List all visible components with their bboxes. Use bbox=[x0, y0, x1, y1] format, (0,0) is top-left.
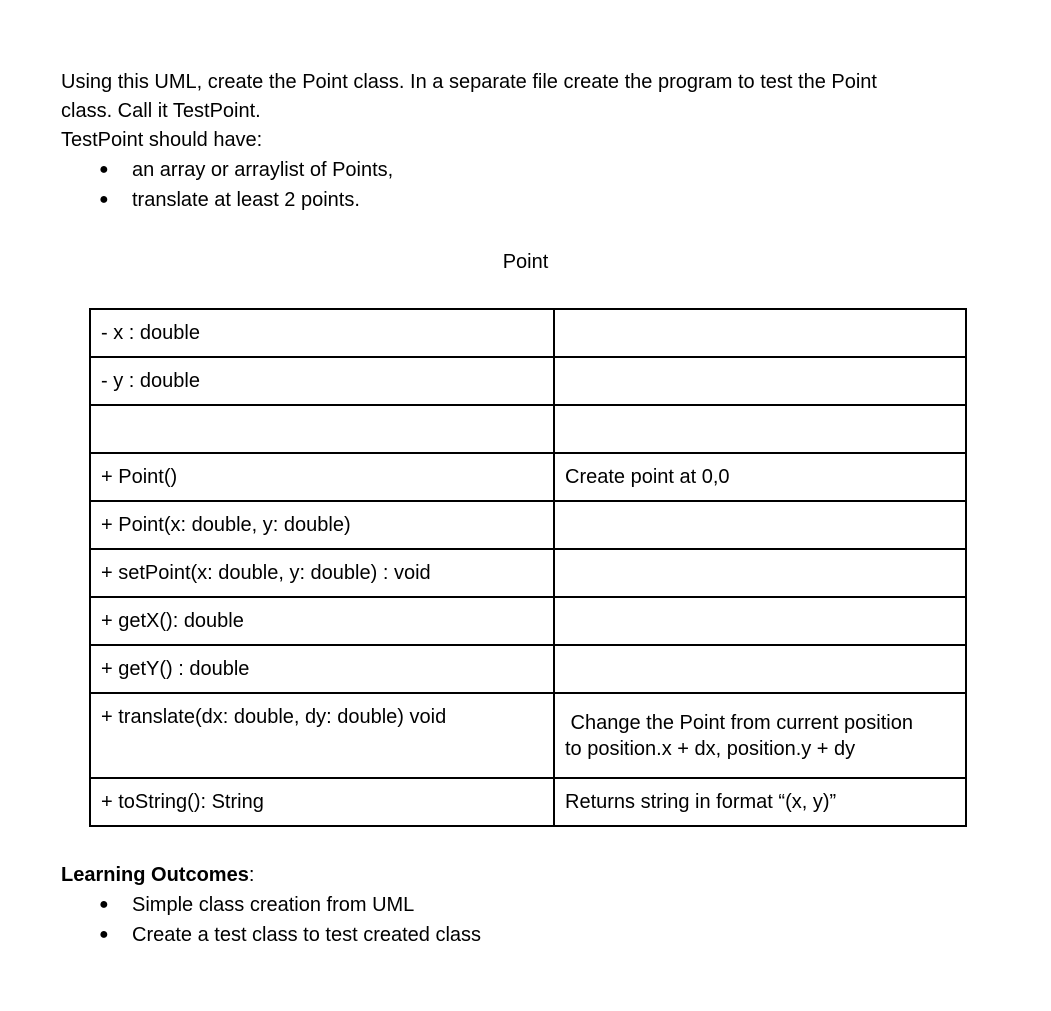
member-cell: + setPoint(x: double, y: double) : void bbox=[90, 549, 554, 597]
note-line: to position.x + dx, position.y + dy bbox=[565, 737, 856, 760]
learning-outcomes bbox=[61, 861, 991, 950]
table-row bbox=[90, 778, 966, 826]
list-item-text: an array or arraylist of Points, bbox=[132, 159, 394, 181]
bullet-icon: ● bbox=[99, 926, 109, 943]
bullet-icon: ● bbox=[99, 161, 109, 178]
note-cell bbox=[554, 645, 966, 693]
note-cell bbox=[554, 357, 966, 405]
outcomes-list bbox=[61, 890, 991, 950]
table-row bbox=[90, 405, 966, 453]
bullet-icon: ● bbox=[99, 896, 109, 913]
note-cell bbox=[554, 405, 966, 453]
member-cell: + Point() bbox=[90, 453, 554, 501]
table-row bbox=[90, 501, 966, 549]
bullet-icon: ● bbox=[99, 191, 109, 208]
uml-class-name: Point bbox=[502, 251, 549, 273]
list-item-text: translate at least 2 points. bbox=[132, 189, 360, 211]
instructions bbox=[61, 68, 991, 215]
instruction-line-1: Using this UML, create the Point class. In a separate file create the program to test the Point bbox=[61, 71, 877, 93]
note-cell: Create point at 0,0 bbox=[554, 453, 966, 501]
table-row bbox=[90, 309, 966, 357]
outcomes-heading-line bbox=[61, 861, 991, 890]
table-row bbox=[90, 645, 966, 693]
uml-table bbox=[89, 308, 967, 827]
table-row bbox=[90, 693, 966, 778]
instruction-line-3: TestPoint should have: bbox=[61, 129, 263, 151]
list-item bbox=[61, 185, 991, 215]
list-item-text: Simple class creation from UML bbox=[132, 894, 415, 916]
instruction-line-2: class. Call it TestPoint. bbox=[61, 100, 261, 122]
member-cell: + getY() : double bbox=[90, 645, 554, 693]
note-line: Change the Point from current position bbox=[565, 711, 913, 734]
table-row bbox=[90, 549, 966, 597]
member-cell: + getX(): double bbox=[90, 597, 554, 645]
note-cell: Returns string in format “(x, y)” bbox=[554, 778, 966, 826]
requirements-list bbox=[61, 155, 991, 215]
outcomes-heading: Learning Outcomes bbox=[61, 864, 249, 886]
note-cell bbox=[554, 501, 966, 549]
note-cell bbox=[554, 693, 966, 778]
table-row bbox=[90, 597, 966, 645]
table-row bbox=[90, 357, 966, 405]
note-cell bbox=[554, 309, 966, 357]
list-item bbox=[61, 890, 991, 920]
member-cell: + Point(x: double, y: double) bbox=[90, 501, 554, 549]
member-cell: + translate(dx: double, dy: double) void bbox=[90, 693, 554, 778]
list-item-text: Create a test class to test created class bbox=[132, 924, 482, 946]
member-cell: - x : double bbox=[90, 309, 554, 357]
table-row bbox=[90, 453, 966, 501]
member-cell: + toString(): String bbox=[90, 778, 554, 826]
list-item bbox=[61, 155, 991, 185]
note-cell bbox=[554, 549, 966, 597]
member-cell: - y : double bbox=[90, 357, 554, 405]
member-cell bbox=[90, 405, 554, 453]
outcomes-colon: : bbox=[248, 864, 255, 886]
note-cell bbox=[554, 597, 966, 645]
list-item bbox=[61, 920, 991, 950]
